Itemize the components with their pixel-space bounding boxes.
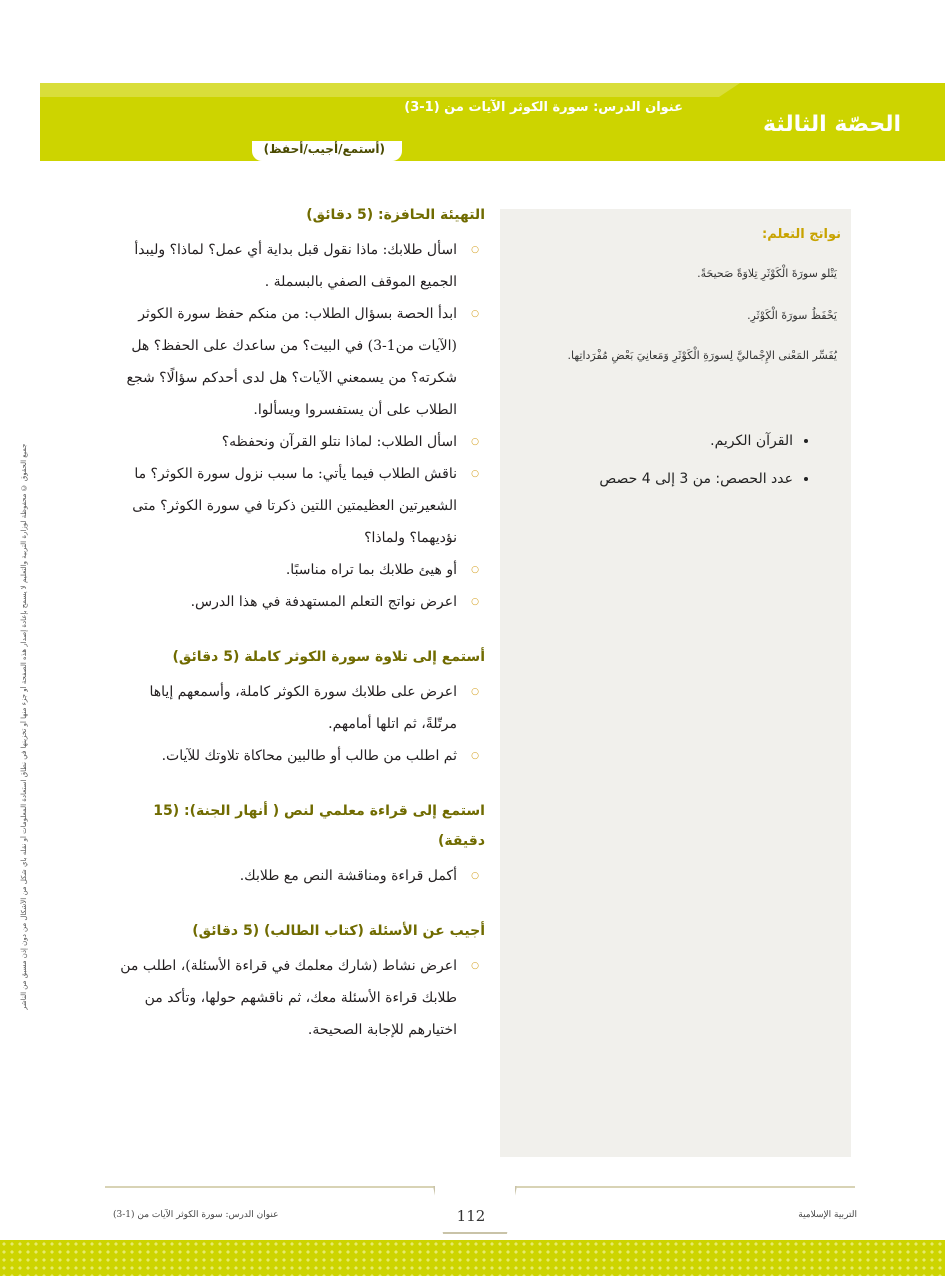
copyright-side-note: جميع الحقوق © محفوظة لوزارة التربية والتعليم لا يسمح بإعادة إصدار هذه الصفحة أو جزء منها أو تخزينها في نطاق استعادة المعلومات أو نقله بأي شكل من الأشكال من دون إذن مسبق من الناشر	[20, 443, 28, 1010]
section-title: أستمع إلى تلاوة سورة الكوثر كاملة (5 دقائق)	[172, 649, 485, 665]
bottom-pattern-band	[0, 1240, 945, 1276]
list-item: ○ اعرض نشاط (شارك معلمك في قراءة الأسئلة)، اطلب من طلابك قراءة الأسئلة معك، ثم ناقشهم حولها، وتأكد من اختيارهم للإجابة الصحيحة.	[120, 950, 485, 1046]
section-title: استمع إلى قراءة معلمي لنص ( أنهار الجنة): (15 دقيقة)	[153, 803, 485, 849]
footer-lesson-title: عنوان الدرس: سورة الكوثر الآيات من (1-3)	[113, 1210, 279, 1220]
list-item: ○ ثم اطلب من طالب أو طالبين محاكاة تلاوتك للآيات.	[120, 740, 485, 772]
list-item: ○ اعرض نواتج التعلم المستهدفة في هذا الدرس.	[120, 586, 485, 618]
lesson-procedures	[120, 200, 485, 1046]
list-item: ○ ابدأ الحصة بسؤال الطلاب: من منكم حفظ سورة الكوثر (الآيات من1-3) في البيت؟ من ساعدك على الحفظ؟ هل شكرته؟ من يسمعني الآيات؟ هل لدى أحدكم سؤالًا؟ شجع الطلاب على أن يستفسروا ويسألوا.	[120, 298, 485, 426]
resource-item: • القرآن الكريم.	[599, 433, 793, 449]
list-item: ○ اسأل الطلاب: لماذا نتلو القرآن ونحفظه؟	[120, 426, 485, 458]
session-title: الحصّة الثالثة	[763, 112, 901, 137]
lesson-title: عنوان الدرس: سورة الكوثر الآيات من (1-3)	[404, 100, 683, 115]
header-subtitle: (أستمع/أجيب/أحفظ)	[263, 142, 385, 156]
list-item: ○ ناقش الطلاب فيما يأتي: ما سبب نزول سورة الكوثر؟ ما الشعيرتين العظيمتين اللتين ذكرتا في سورة الكوثر؟ متى نؤديهما؟ ولماذا؟	[120, 458, 485, 554]
objectives-title: نواتج التعلم:	[762, 227, 841, 242]
objective-item: يَحْفَظُ سورَةَ الْكَوْثَرِ.	[747, 309, 837, 322]
resource-item: • عدد الحصص: من 3 إلى 4 حصص	[599, 471, 793, 487]
header-tab-decoration	[40, 83, 740, 97]
page-number: 112	[456, 1207, 486, 1225]
list-item: ○ أكمل قراءة ومناقشة النص مع طلابك.	[120, 860, 485, 892]
resources-list	[599, 433, 811, 509]
objectives-panel	[500, 209, 851, 1157]
list-item: ○ أو هيئ طلابك بما تراه مناسبًا.	[120, 554, 485, 586]
section-list	[120, 234, 485, 618]
section-list	[120, 950, 485, 1046]
section-list	[120, 860, 485, 892]
footer-subject: التربية الإسلامية	[798, 1210, 857, 1220]
objective-item: يُفَسِّر المَعْنى الإِجْماليَّ لِسورَةِ الْكَوْثَرِ وَمَعانِيَ بَعْضِ مُفْرَداتِها.	[567, 349, 837, 362]
section-title: التهيئة الحافزة: (5 دقائق)	[306, 207, 485, 223]
objective-item: يَتْلو سورَةَ الْكَوْثَرِ تِلاوَةً صَحيحَةً.	[697, 267, 837, 280]
section-list	[120, 676, 485, 772]
section-title: أجيب عن الأسئلة (كتاب الطالب) (5 دقائق)	[192, 923, 485, 939]
list-item: ○ اسأل طلابك: ماذا نقول قبل بداية أي عمل؟ لماذا؟ وليبدأ الجميع الموقف الصفي بالبسملة .	[120, 234, 485, 298]
list-item: ○ اعرض على طلابك سورة الكوثر كاملة، وأسمعهم إياها مرتّلةً، ثم اتلها أمامهم.	[120, 676, 485, 740]
